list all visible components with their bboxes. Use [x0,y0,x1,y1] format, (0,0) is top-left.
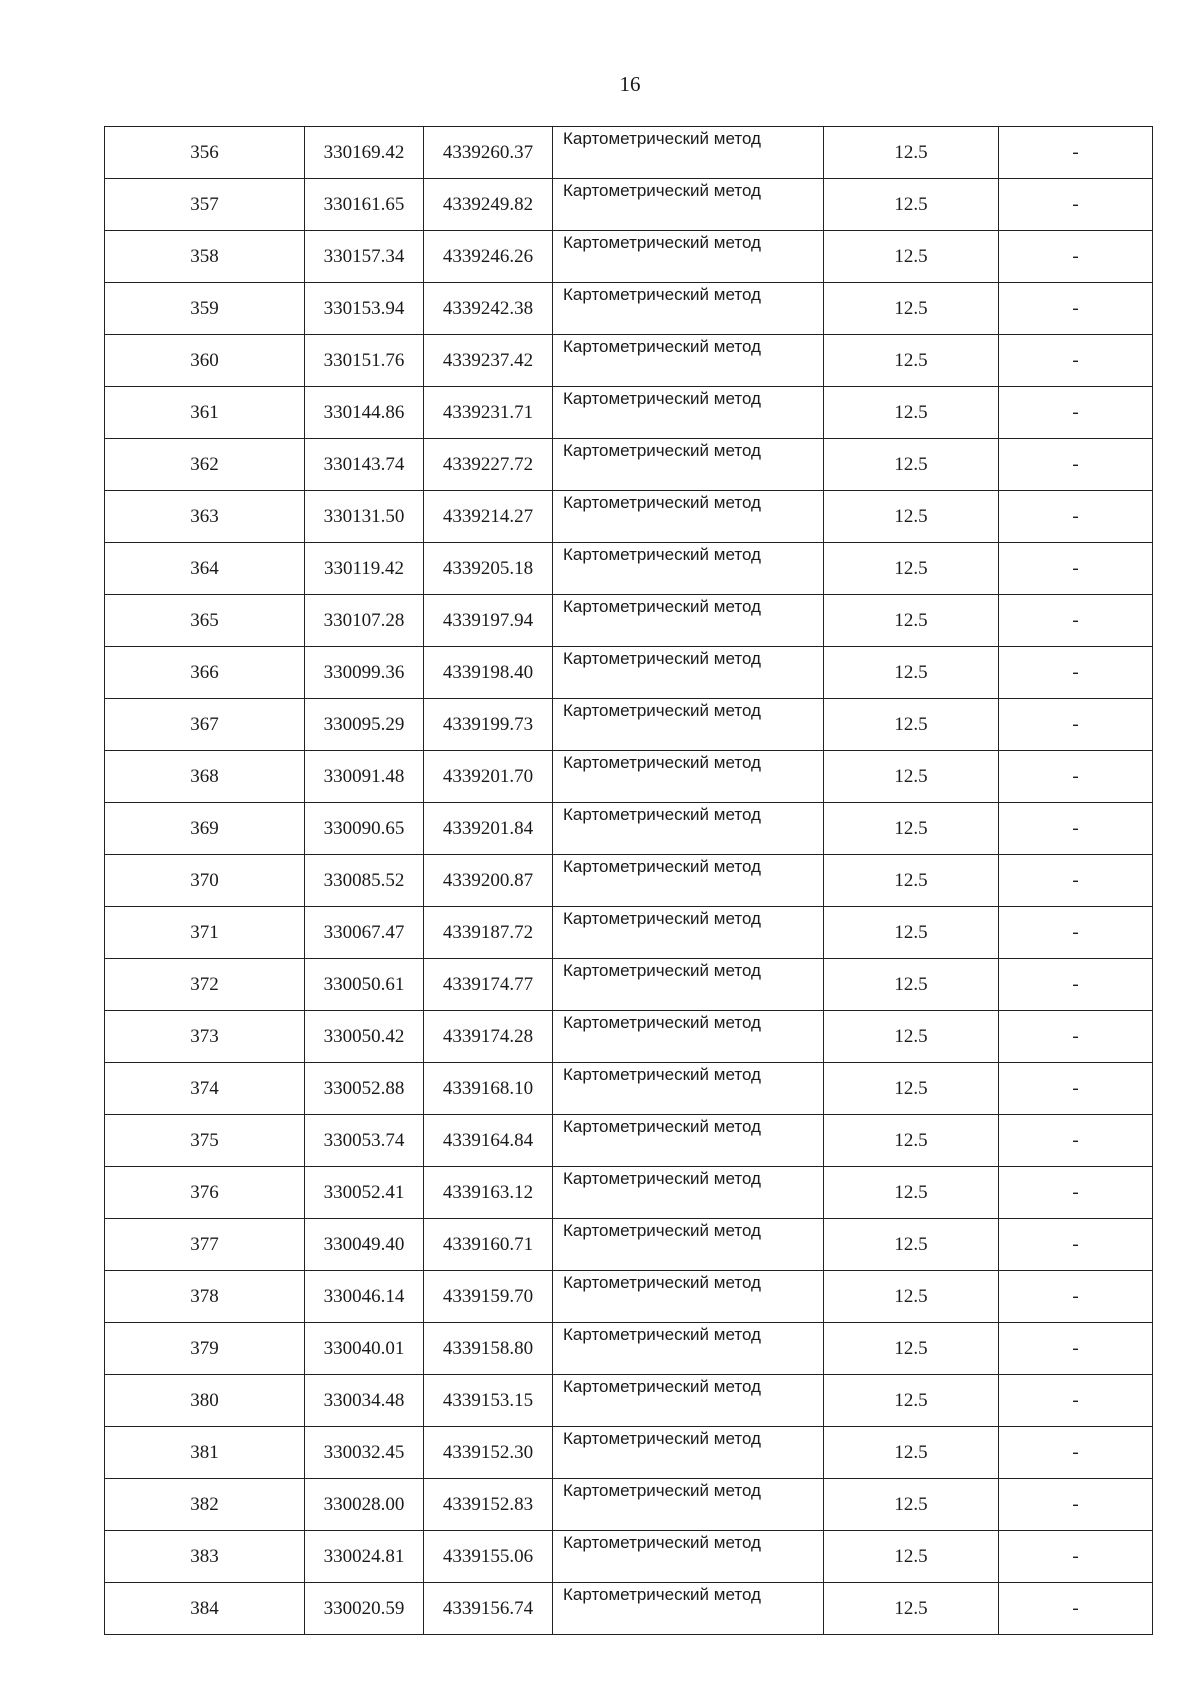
method-cell: Картометрический метод [553,387,824,439]
accuracy-cell: 12.5 [824,1063,999,1115]
x-coordinate-cell: 330151.76 [305,335,424,387]
x-coordinate-cell: 330157.34 [305,231,424,283]
accuracy-cell: 12.5 [824,1167,999,1219]
y-coordinate-cell: 4339249.82 [424,179,553,231]
note-cell: - [999,1219,1153,1271]
x-coordinate-cell: 330032.45 [305,1427,424,1479]
y-coordinate-cell: 4339231.71 [424,387,553,439]
point-number-cell: 383 [105,1531,305,1583]
x-coordinate-cell: 330034.48 [305,1375,424,1427]
note-cell: - [999,1427,1153,1479]
x-coordinate-cell: 330161.65 [305,179,424,231]
table-row [105,647,1153,699]
point-number-cell: 361 [105,387,305,439]
point-number-cell: 384 [105,1583,305,1635]
point-number-cell: 372 [105,959,305,1011]
x-coordinate-cell: 330052.88 [305,1063,424,1115]
y-coordinate-cell: 4339159.70 [424,1271,553,1323]
point-number-cell: 375 [105,1115,305,1167]
method-cell: Картометрический метод [553,491,824,543]
accuracy-cell: 12.5 [824,127,999,179]
accuracy-cell: 12.5 [824,179,999,231]
point-number-cell: 356 [105,127,305,179]
y-coordinate-cell: 4339201.84 [424,803,553,855]
point-number-cell: 370 [105,855,305,907]
x-coordinate-cell: 330095.29 [305,699,424,751]
accuracy-cell: 12.5 [824,751,999,803]
method-cell: Картометрический метод [553,1063,824,1115]
y-coordinate-cell: 4339237.42 [424,335,553,387]
x-coordinate-cell: 330119.42 [305,543,424,595]
note-cell: - [999,387,1153,439]
method-cell: Картометрический метод [553,1427,824,1479]
table-row [105,1427,1153,1479]
y-coordinate-cell: 4339242.38 [424,283,553,335]
table-row [105,127,1153,179]
table-row [105,283,1153,335]
point-number-cell: 371 [105,907,305,959]
table-row [105,595,1153,647]
accuracy-cell: 12.5 [824,283,999,335]
page-number: 16 [619,72,641,96]
table-row [105,1271,1153,1323]
accuracy-cell: 12.5 [824,439,999,491]
point-number-cell: 381 [105,1427,305,1479]
y-coordinate-cell: 4339197.94 [424,595,553,647]
table-row [105,439,1153,491]
note-cell: - [999,1271,1153,1323]
table-row [105,751,1153,803]
y-coordinate-cell: 4339153.15 [424,1375,553,1427]
point-number-cell: 357 [105,179,305,231]
note-cell: - [999,127,1153,179]
x-coordinate-cell: 330067.47 [305,907,424,959]
point-number-cell: 358 [105,231,305,283]
x-coordinate-cell: 330153.94 [305,283,424,335]
note-cell: - [999,1479,1153,1531]
y-coordinate-cell: 4339227.72 [424,439,553,491]
table-row [105,1219,1153,1271]
y-coordinate-cell: 4339214.27 [424,491,553,543]
accuracy-cell: 12.5 [824,1427,999,1479]
point-number-cell: 376 [105,1167,305,1219]
note-cell: - [999,907,1153,959]
table-row [105,1531,1153,1583]
y-coordinate-cell: 4339260.37 [424,127,553,179]
x-coordinate-cell: 330020.59 [305,1583,424,1635]
method-cell: Картометрический метод [553,1167,824,1219]
method-cell: Картометрический метод [553,1115,824,1167]
y-coordinate-cell: 4339174.28 [424,1011,553,1063]
method-cell: Картометрический метод [553,959,824,1011]
accuracy-cell: 12.5 [824,1479,999,1531]
method-cell: Картометрический метод [553,543,824,595]
note-cell: - [999,751,1153,803]
x-coordinate-cell: 330040.01 [305,1323,424,1375]
table-row [105,1115,1153,1167]
note-cell: - [999,1583,1153,1635]
table-row [105,1375,1153,1427]
x-coordinate-cell: 330053.74 [305,1115,424,1167]
accuracy-cell: 12.5 [824,595,999,647]
point-number-cell: 378 [105,1271,305,1323]
point-number-cell: 369 [105,803,305,855]
accuracy-cell: 12.5 [824,1011,999,1063]
table-row [105,179,1153,231]
accuracy-cell: 12.5 [824,907,999,959]
y-coordinate-cell: 4339152.83 [424,1479,553,1531]
note-cell: - [999,543,1153,595]
point-number-cell: 379 [105,1323,305,1375]
accuracy-cell: 12.5 [824,1375,999,1427]
accuracy-cell: 12.5 [824,803,999,855]
point-number-cell: 380 [105,1375,305,1427]
point-number-cell: 362 [105,439,305,491]
y-coordinate-cell: 4339199.73 [424,699,553,751]
point-number-cell: 363 [105,491,305,543]
point-number-cell: 373 [105,1011,305,1063]
point-number-cell: 360 [105,335,305,387]
x-coordinate-cell: 330143.74 [305,439,424,491]
y-coordinate-cell: 4339200.87 [424,855,553,907]
table-row [105,231,1153,283]
x-coordinate-cell: 330090.65 [305,803,424,855]
method-cell: Картометрический метод [553,1219,824,1271]
method-cell: Картометрический метод [553,1271,824,1323]
point-number-cell: 366 [105,647,305,699]
table-row [105,699,1153,751]
y-coordinate-cell: 4339163.12 [424,1167,553,1219]
y-coordinate-cell: 4339246.26 [424,231,553,283]
method-cell: Картометрический метод [553,751,824,803]
table-row [105,803,1153,855]
accuracy-cell: 12.5 [824,387,999,439]
table-row [105,1583,1153,1635]
y-coordinate-cell: 4339198.40 [424,647,553,699]
note-cell: - [999,1167,1153,1219]
note-cell: - [999,1375,1153,1427]
x-coordinate-cell: 330046.14 [305,1271,424,1323]
x-coordinate-cell: 330052.41 [305,1167,424,1219]
point-number-cell: 359 [105,283,305,335]
note-cell: - [999,491,1153,543]
method-cell: Картометрический метод [553,595,824,647]
method-cell: Картометрический метод [553,127,824,179]
method-cell: Картометрический метод [553,335,824,387]
y-coordinate-cell: 4339155.06 [424,1531,553,1583]
point-number-cell: 367 [105,699,305,751]
table-row [105,1167,1153,1219]
y-coordinate-cell: 4339156.74 [424,1583,553,1635]
accuracy-cell: 12.5 [824,1115,999,1167]
method-cell: Картометрический метод [553,1011,824,1063]
x-coordinate-cell: 330099.36 [305,647,424,699]
note-cell: - [999,179,1153,231]
note-cell: - [999,1063,1153,1115]
table-row [105,1479,1153,1531]
accuracy-cell: 12.5 [824,1531,999,1583]
x-coordinate-cell: 330050.61 [305,959,424,1011]
note-cell: - [999,959,1153,1011]
x-coordinate-cell: 330028.00 [305,1479,424,1531]
accuracy-cell: 12.5 [824,855,999,907]
table-row [105,959,1153,1011]
x-coordinate-cell: 330050.42 [305,1011,424,1063]
note-cell: - [999,283,1153,335]
point-number-cell: 365 [105,595,305,647]
x-coordinate-cell: 330144.86 [305,387,424,439]
note-cell: - [999,595,1153,647]
y-coordinate-cell: 4339205.18 [424,543,553,595]
method-cell: Картометрический метод [553,855,824,907]
note-cell: - [999,335,1153,387]
note-cell: - [999,1323,1153,1375]
y-coordinate-cell: 4339174.77 [424,959,553,1011]
x-coordinate-cell: 330169.42 [305,127,424,179]
y-coordinate-cell: 4339160.71 [424,1219,553,1271]
note-cell: - [999,231,1153,283]
accuracy-cell: 12.5 [824,491,999,543]
x-coordinate-cell: 330091.48 [305,751,424,803]
x-coordinate-cell: 330085.52 [305,855,424,907]
note-cell: - [999,803,1153,855]
coordinates-table-body [105,127,1153,1635]
method-cell: Картометрический метод [553,1323,824,1375]
accuracy-cell: 12.5 [824,1271,999,1323]
table-row [105,387,1153,439]
method-cell: Картометрический метод [553,283,824,335]
point-number-cell: 382 [105,1479,305,1531]
y-coordinate-cell: 4339158.80 [424,1323,553,1375]
accuracy-cell: 12.5 [824,647,999,699]
table-row [105,855,1153,907]
method-cell: Картометрический метод [553,647,824,699]
note-cell: - [999,1011,1153,1063]
accuracy-cell: 12.5 [824,543,999,595]
table-row [105,491,1153,543]
note-cell: - [999,699,1153,751]
method-cell: Картометрический метод [553,1375,824,1427]
y-coordinate-cell: 4339152.30 [424,1427,553,1479]
accuracy-cell: 12.5 [824,231,999,283]
method-cell: Картометрический метод [553,231,824,283]
y-coordinate-cell: 4339187.72 [424,907,553,959]
method-cell: Картометрический метод [553,1583,824,1635]
accuracy-cell: 12.5 [824,959,999,1011]
table-row [105,1011,1153,1063]
accuracy-cell: 12.5 [824,335,999,387]
note-cell: - [999,855,1153,907]
method-cell: Картометрический метод [553,179,824,231]
y-coordinate-cell: 4339164.84 [424,1115,553,1167]
accuracy-cell: 12.5 [824,1323,999,1375]
method-cell: Картометрический метод [553,439,824,491]
method-cell: Картометрический метод [553,1479,824,1531]
coordinates-table [104,126,1153,1635]
point-number-cell: 364 [105,543,305,595]
x-coordinate-cell: 330131.50 [305,491,424,543]
accuracy-cell: 12.5 [824,1583,999,1635]
accuracy-cell: 12.5 [824,699,999,751]
method-cell: Картометрический метод [553,1531,824,1583]
point-number-cell: 374 [105,1063,305,1115]
method-cell: Картометрический метод [553,803,824,855]
method-cell: Картометрический метод [553,907,824,959]
y-coordinate-cell: 4339168.10 [424,1063,553,1115]
table-row [105,907,1153,959]
point-number-cell: 377 [105,1219,305,1271]
point-number-cell: 368 [105,751,305,803]
table-row [105,1063,1153,1115]
x-coordinate-cell: 330049.40 [305,1219,424,1271]
note-cell: - [999,439,1153,491]
x-coordinate-cell: 330024.81 [305,1531,424,1583]
table-row [105,335,1153,387]
note-cell: - [999,1115,1153,1167]
note-cell: - [999,1531,1153,1583]
accuracy-cell: 12.5 [824,1219,999,1271]
x-coordinate-cell: 330107.28 [305,595,424,647]
method-cell: Картометрический метод [553,699,824,751]
table-row [105,1323,1153,1375]
note-cell: - [999,647,1153,699]
y-coordinate-cell: 4339201.70 [424,751,553,803]
table-row [105,543,1153,595]
